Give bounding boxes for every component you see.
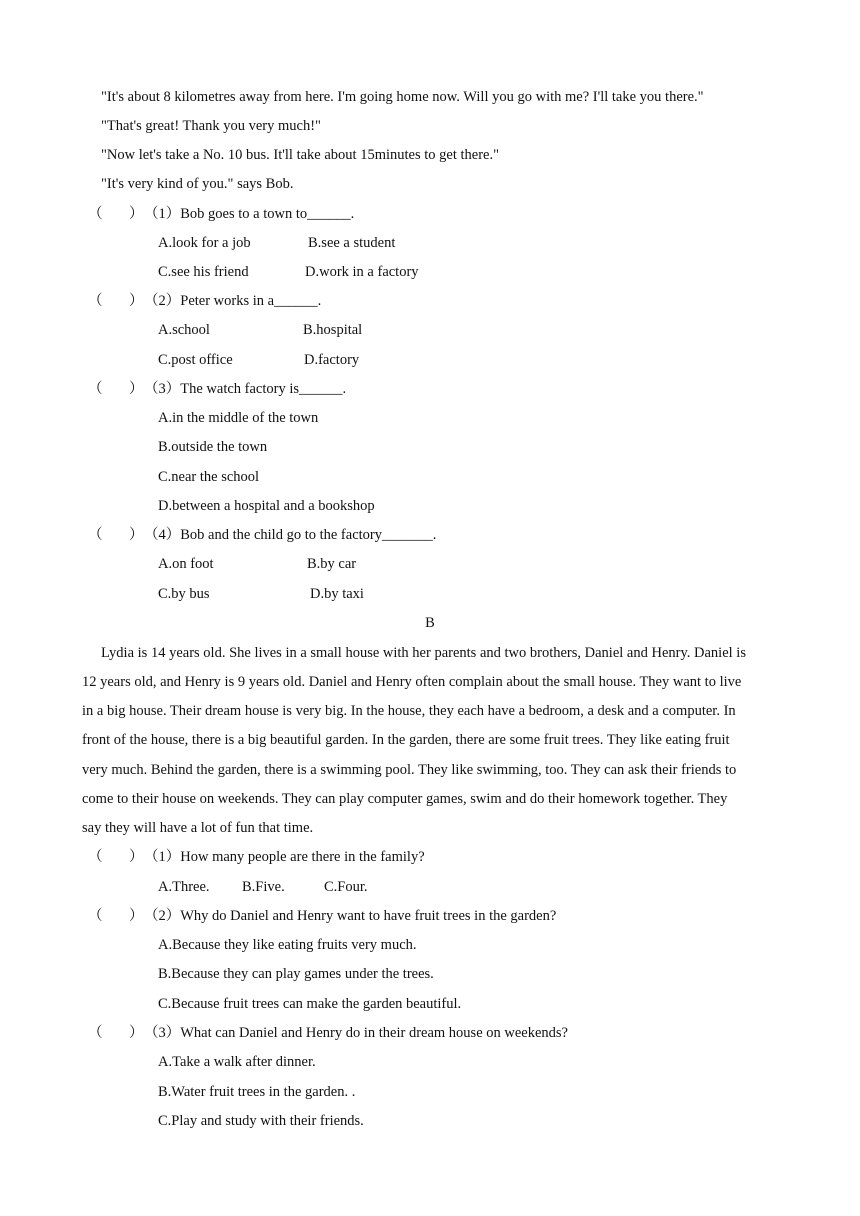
passage-a-line-1: "It's about 8 kilometres away from here. I'm going home now. Will you go with me? I'll take you there." <box>101 89 704 105</box>
answer-blank-open: （ <box>88 293 103 309</box>
question-b3-stem: （3）What can Daniel and Henry do in their dream house on weekends? <box>144 1025 568 1041</box>
question-a2 <box>0 287 860 316</box>
option-a: A.school <box>158 322 210 338</box>
option-a: A.in the middle of the town <box>158 410 319 426</box>
question-a1-options-row-2 <box>0 258 860 287</box>
passage-b-line-4: front of the house, there is a big beautiful garden. In the garden, there are some fruit trees. They like eating fruit <box>82 732 730 748</box>
option-a: A.Three. <box>158 879 210 895</box>
answer-blank-open: （ <box>88 1025 103 1041</box>
passage-a-line-2: "That's great! Thank you very much!" <box>101 118 321 134</box>
option-b: B.Five. <box>242 879 285 895</box>
question-b1-stem: （1）How many people are there in the family? <box>144 849 425 865</box>
option-c: C.see his friend <box>158 264 249 280</box>
passage-b-line-5: very much. Behind the garden, there is a swimming pool. They like swimming, too. They can ask their friends to <box>82 762 737 778</box>
option-c: C.post office <box>158 352 233 368</box>
option-d: D.between a hospital and a bookshop <box>158 498 375 514</box>
question-a3-option-a <box>0 404 860 433</box>
question-b2-option-a <box>0 931 860 960</box>
option-b: B.see a student <box>308 235 396 251</box>
option-c: C.Play and study with their friends. <box>158 1113 364 1129</box>
option-b: B.by car <box>307 556 357 572</box>
question-a3-option-c <box>0 463 860 492</box>
answer-blank-close: ） <box>129 527 144 543</box>
answer-blank-close: ） <box>129 381 144 397</box>
answer-blank-open: （ <box>88 908 103 924</box>
option-a: A.on foot <box>158 556 214 572</box>
question-b2 <box>0 902 860 931</box>
passage-b-line-1: Lydia is 14 years old. She lives in a small house with her parents and two brothers, Daniel and Henry. Daniel is <box>101 645 746 661</box>
option-a: A.Because they like eating fruits very much. <box>158 937 417 953</box>
question-b2-option-b <box>0 960 860 989</box>
passage-b-line-2: 12 years old, and Henry is 9 years old. Daniel and Henry often complain about the small house. They want to live <box>82 674 742 690</box>
answer-blank-open: （ <box>88 849 103 865</box>
answer-blank-open: （ <box>88 381 103 397</box>
question-a4-options-row-1 <box>0 550 860 579</box>
option-b: B.outside the town <box>158 439 268 455</box>
question-a3-stem: （3）The watch factory is______. <box>144 381 347 397</box>
passage-a-line-4: "It's very kind of you." says Bob. <box>101 176 294 192</box>
option-a: A.Take a walk after dinner. <box>158 1054 316 1070</box>
question-b1-options <box>0 873 860 902</box>
answer-blank-close: ） <box>129 908 144 924</box>
question-b3-option-c <box>0 1107 860 1136</box>
option-d: D.by taxi <box>310 586 364 602</box>
answer-blank-close: ） <box>129 206 144 222</box>
question-a2-options-row-2 <box>0 346 860 375</box>
question-a4 <box>0 521 860 550</box>
option-c: C.near the school <box>158 469 260 485</box>
question-a2-options-row-1 <box>0 316 860 345</box>
question-a3 <box>0 375 860 404</box>
passage-a-line-3: "Now let's take a No. 10 bus. It'll take about 15minutes to get there." <box>101 147 500 163</box>
section-b-title: B <box>425 615 435 631</box>
question-b1 <box>0 843 860 872</box>
question-a3-option-d <box>0 492 860 521</box>
option-d: D.work in a factory <box>305 264 419 280</box>
question-a1-options-row-1 <box>0 229 860 258</box>
passage-b-line-7: say they will have a lot of fun that time. <box>82 820 314 836</box>
answer-blank-open: （ <box>88 206 103 222</box>
answer-blank-close: ） <box>129 849 144 865</box>
question-a3-option-b <box>0 433 860 462</box>
option-d: D.factory <box>304 352 360 368</box>
option-b: B.hospital <box>303 322 363 338</box>
option-c: C.by bus <box>158 586 210 602</box>
question-b2-option-c <box>0 990 860 1019</box>
answer-blank-open: （ <box>88 527 103 543</box>
answer-blank-close: ） <box>129 293 144 309</box>
option-a: A.look for a job <box>158 235 251 251</box>
option-b: B.Because they can play games under the trees. <box>158 966 434 982</box>
question-b3-option-b <box>0 1078 860 1107</box>
question-b2-stem: （2）Why do Daniel and Henry want to have fruit trees in the garden? <box>144 908 557 924</box>
passage-b-line-6: come to their house on weekends. They can play computer games, swim and do their homework together. They <box>82 791 728 807</box>
option-b: B.Water fruit trees in the garden. . <box>158 1084 356 1100</box>
answer-blank-close: ） <box>129 1025 144 1041</box>
question-a1-stem: （1）Bob goes to a town to______. <box>144 206 355 222</box>
question-b3 <box>0 1019 860 1048</box>
option-c: C.Four. <box>324 879 368 895</box>
question-a1 <box>0 200 860 229</box>
question-a4-options-row-2 <box>0 580 860 609</box>
passage-b-line-3: in a big house. Their dream house is very big. In the house, they each have a bedroom, a desk and a computer. In <box>82 703 736 719</box>
question-b3-option-a <box>0 1048 860 1077</box>
option-c: C.Because fruit trees can make the garden beautiful. <box>158 996 462 1012</box>
question-a2-stem: （2）Peter works in a______. <box>144 293 322 309</box>
question-a4-stem: （4）Bob and the child go to the factory_______. <box>144 527 437 543</box>
